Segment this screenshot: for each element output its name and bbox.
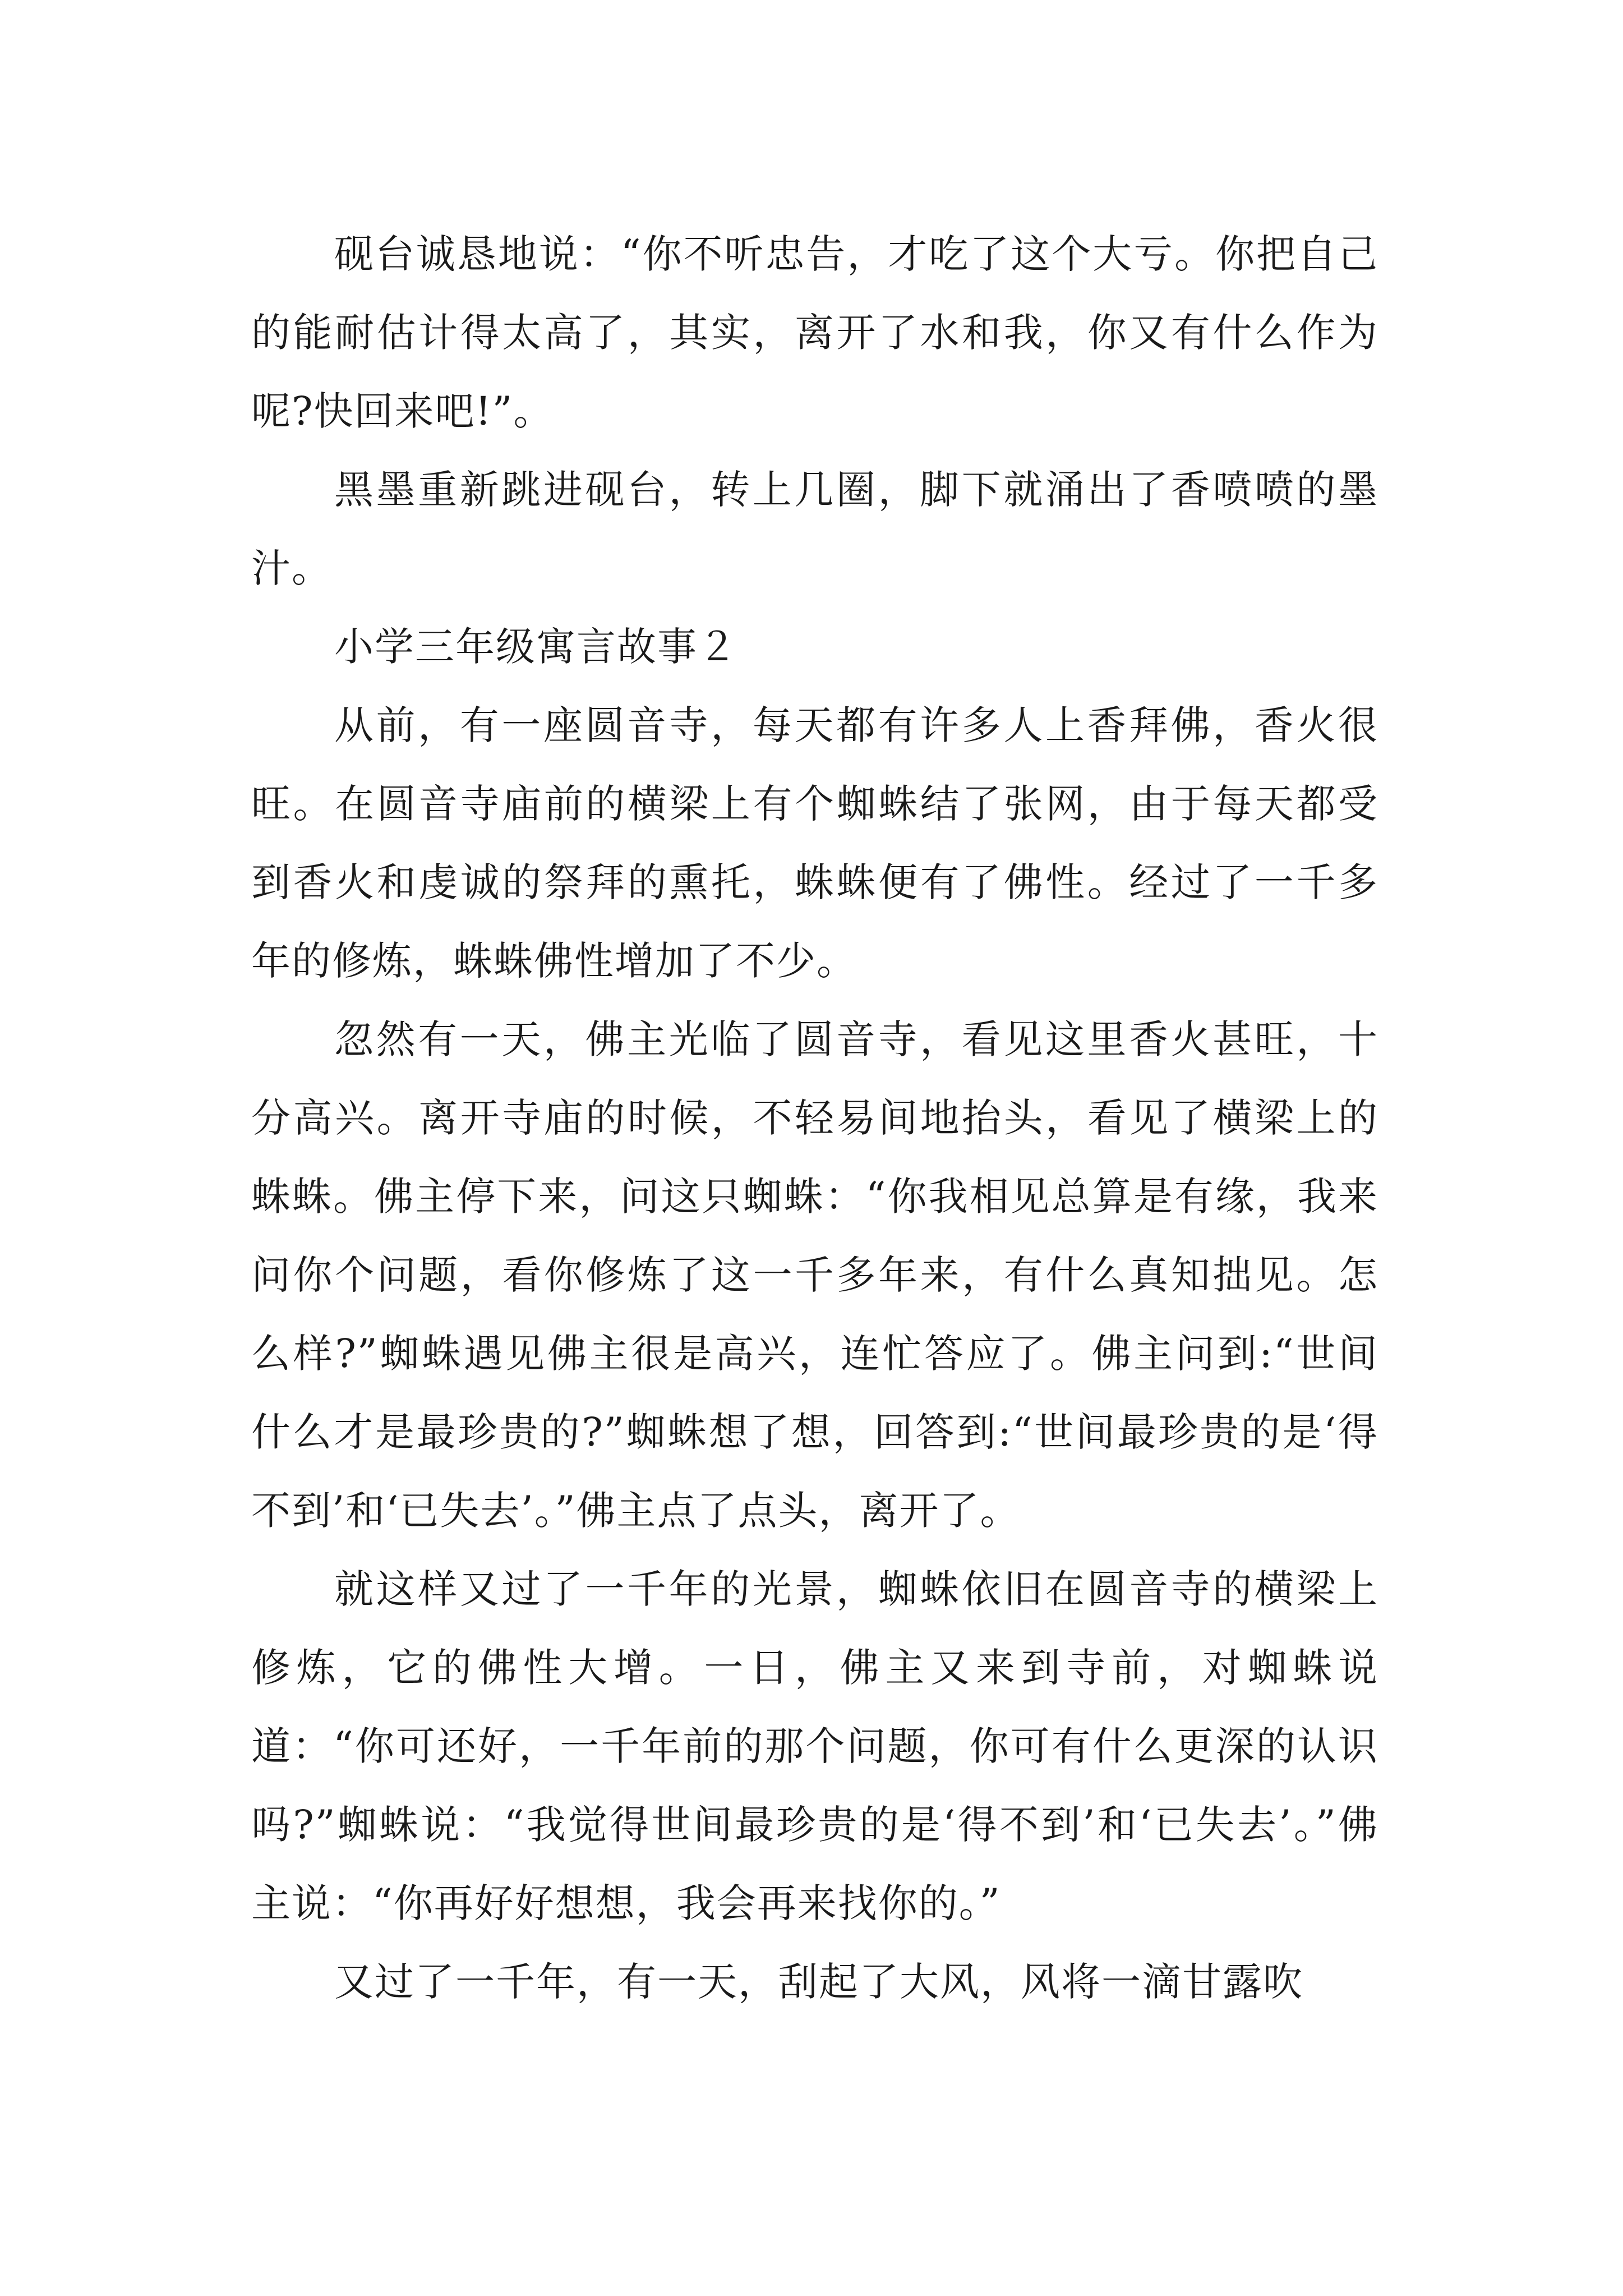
paragraph-6: 又过了一千年，有一天，刮起了大风，风将一滴甘露吹: [334, 1959, 1303, 2005]
paragraph-4: 忽然有一天，佛主光临了圆音寺，看见这里香火甚旺，十分高兴。离开寺庙的时候，不轻易间地抬头，看见了横梁上的蛛蛛。佛主停下来，问这只蜘蛛：“你我相见总算是有缘，我来问你个问题，看你修炼了这一千多年来，有什么真知拙见。怎么样?”蜘蛛遇见佛主很是高兴，连忙答应了。佛主问到:“世间什么才是最珍贵的?”蜘蛛想了想，回答到:“世间最珍贵的是‘得不到’和‘已失去’。”佛主点了点头，离开了。: [251, 1016, 1378, 1534]
document-body: [251, 215, 1378, 2021]
paragraph-5: 就这样又过了一千年的光景，蜘蛛依旧在圆音寺的横梁上修炼，它的佛性大增。一日，佛主又来到寺前，对蜘蛛说道：“你可还好，一千年前的那个问题，你可有什么更深的认识吗?”蜘蛛说：“我觉得世间最珍贵的是‘得不到’和‘已失去’。”佛主说：“你再好好想想，我会再来找你的。”: [251, 1566, 1378, 1926]
paragraph-1: 砚台诚恳地说：“你不听忠告，才吃了这个大亏。你把自己的能耐估计得太高了，其实，离开了水和我，你又有什么作为呢?快回来吧!”。: [251, 231, 1378, 434]
paragraph-3: 从前，有一座圆音寺，每天都有许多人上香拜佛，香火很旺。在圆音寺庙前的横梁上有个蜘蛛结了张网，由于每天都受到香火和虔诚的祭拜的熏托，蛛蛛便有了佛性。经过了一千多年的修炼，蛛蛛佛性增加了不少。: [251, 702, 1378, 984]
section-heading: 小学三年级寓言故事２: [334, 624, 738, 670]
paragraph-2: 黑墨重新跳进砚台，转上几圈，脚下就涌出了香喷喷的墨汁。: [251, 467, 1378, 591]
